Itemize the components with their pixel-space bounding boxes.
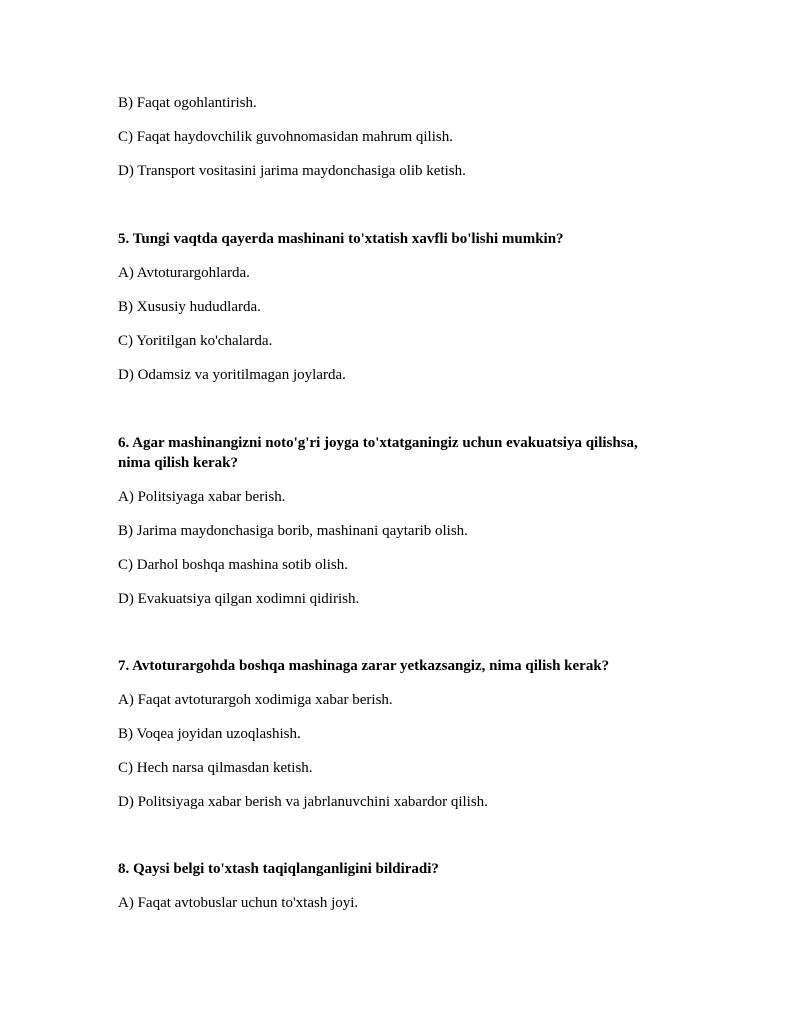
option-b: B) Faqat ogohlantirish. xyxy=(118,95,257,111)
option-a: A) Faqat avtoturargoh xodimiga xabar berish. xyxy=(118,692,393,708)
question-7: 7. Avtoturargohda boshqa mashinaga zarar yetkazsangiz, nima qilish kerak? xyxy=(118,658,610,674)
option-c: C) Faqat haydovchilik guvohnomasidan mahrum qilish. xyxy=(118,129,453,145)
option-d: D) Transport vositasini jarima maydonchasiga olib ketish. xyxy=(118,163,466,179)
option-a: A) Politsiyaga xabar berish. xyxy=(118,489,286,505)
option-c: C) Hech narsa qilmasdan ketish. xyxy=(118,760,313,776)
option-b: B) Xususiy hududlarda. xyxy=(118,299,261,315)
question-6-line-1: 6. Agar mashinangizni noto'g'ri joyga to'xtatganingiz uchun evakuatsiya qilishsa, xyxy=(118,435,638,451)
question-8: 8. Qaysi belgi to'xtash taqiqlanganligini bildiradi? xyxy=(118,861,439,877)
option-d: D) Odamsiz va yoritilmagan joylarda. xyxy=(118,367,346,383)
option-b: B) Jarima maydonchasiga borib, mashinani qaytarib olish. xyxy=(118,523,468,539)
question-5: 5. Tungi vaqtda qayerda mashinani to'xtatish xavfli bo'lishi mumkin? xyxy=(118,231,564,247)
option-d: D) Politsiyaga xabar berish va jabrlanuvchini xabardor qilish. xyxy=(118,794,488,810)
option-a: A) Faqat avtobuslar uchun to'xtash joyi. xyxy=(118,895,359,911)
option-d: D) Evakuatsiya qilgan xodimni qidirish. xyxy=(118,591,360,607)
option-c: C) Yoritilgan ko'chalarda. xyxy=(118,333,273,349)
option-b: B) Voqea joyidan uzoqlashish. xyxy=(118,726,301,742)
option-a: A) Avtoturargohlarda. xyxy=(118,265,250,281)
question-6-line-2: nima qilish kerak? xyxy=(118,455,239,471)
option-c: C) Darhol boshqa mashina sotib olish. xyxy=(118,557,348,573)
